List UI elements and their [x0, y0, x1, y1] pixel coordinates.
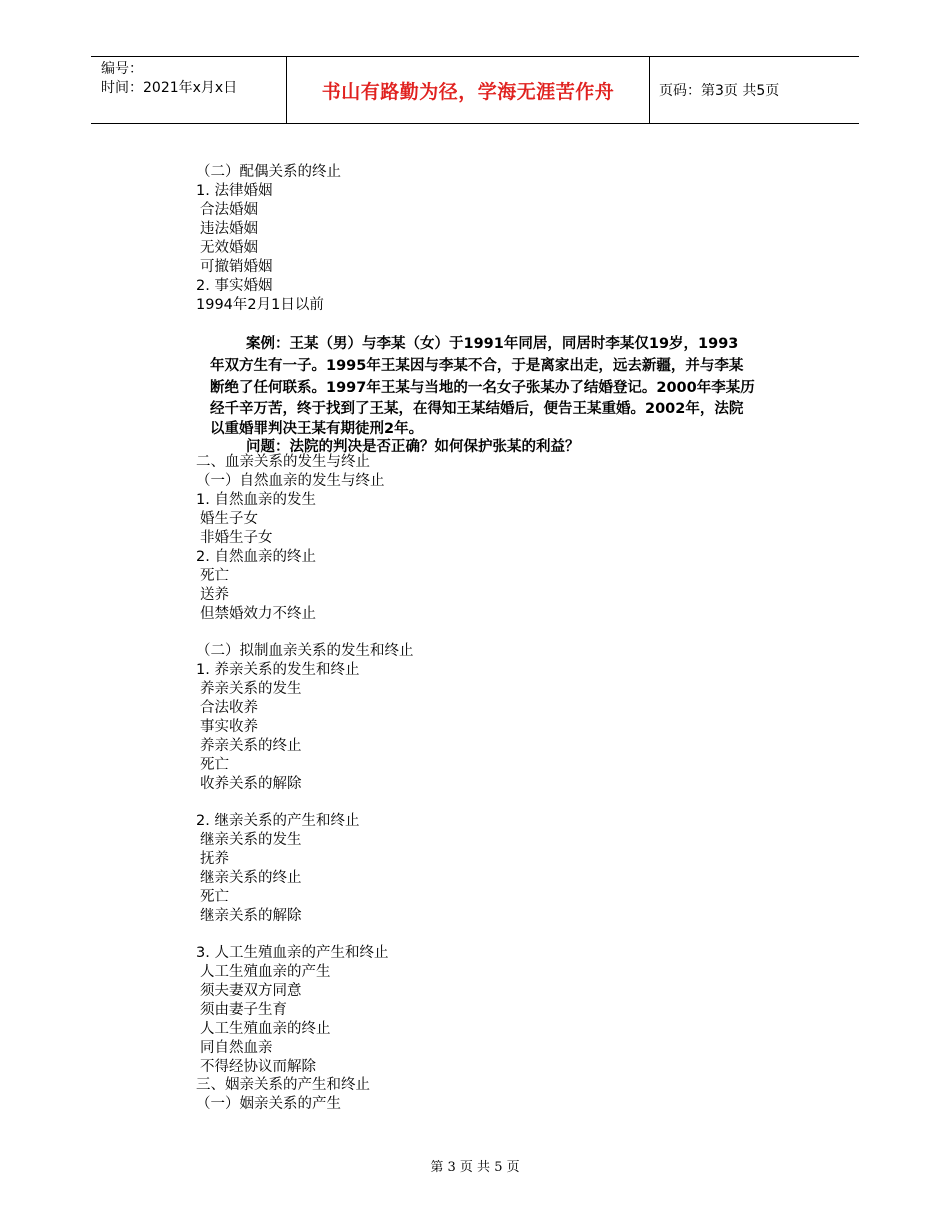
header-left-cell: [101, 60, 237, 98]
header-page-info: 页码：第3页 共5页: [659, 83, 780, 99]
header-divider: [649, 57, 650, 123]
case-line: 以重婚罪判决王某有期徒刑2年。: [210, 421, 424, 437]
doc-time-label: 时间：2021年x月x日: [101, 80, 238, 96]
list-heading: 1. 法律婚姻: [196, 183, 273, 199]
page-footer: 第 3 页 共 5 页: [430, 1160, 520, 1175]
list-item: 须夫妻双方同意: [200, 983, 302, 999]
list-item: 但禁婚效力不终止: [200, 606, 316, 622]
list-item: 无效婚姻: [200, 240, 258, 256]
list-item: 死亡: [200, 889, 229, 905]
subsection-heading: （二）拟制血亲关系的发生和终止: [196, 643, 414, 659]
list-item: 合法婚姻: [200, 202, 258, 218]
subsection-heading: （一）自然血亲的发生与终止: [196, 473, 385, 489]
section-heading: （二）配偶关系的终止: [196, 164, 341, 180]
list-item: 合法收养: [200, 700, 258, 716]
list-item: 继亲关系的解除: [200, 908, 302, 924]
list-item: 继亲关系的发生: [200, 832, 302, 848]
list-item: 人工生殖血亲的终止: [200, 1021, 331, 1037]
page-header: [91, 56, 859, 124]
case-line: 断绝了任何联系。1997年王某与当地的一名女子张某办了结婚登记。2000年李某历: [210, 380, 755, 396]
header-motto: 书山有路勤为径，学海无涯苦作舟: [321, 81, 615, 103]
list-heading: 1. 养亲关系的发生和终止: [196, 662, 360, 678]
section-heading: 二、血亲关系的发生与终止: [196, 454, 370, 470]
list-heading: 3. 人工生殖血亲的产生和终止: [196, 945, 389, 961]
list-item: 事实收养: [200, 719, 258, 735]
list-item: 同自然血亲: [200, 1040, 273, 1056]
subsection-heading: （一）姻亲关系的产生: [196, 1096, 341, 1112]
list-item: 人工生殖血亲的产生: [200, 964, 331, 980]
list-heading: 2. 自然血亲的终止: [196, 549, 316, 565]
doc-id-label: 编号：: [101, 61, 143, 77]
list-item: 抚养: [200, 851, 229, 867]
section-heading: 三、姻亲关系的产生和终止: [196, 1077, 370, 1093]
list-item: 违法婚姻: [200, 221, 258, 237]
list-heading: 2. 事实婚姻: [196, 278, 273, 294]
list-heading: 1. 自然血亲的发生: [196, 492, 316, 508]
case-line: 案例：王某（男）与李某（女）于1991年同居，同居时李某仅19岁，1993: [246, 336, 739, 352]
list-item: 养亲关系的终止: [200, 738, 302, 754]
list-item: 不得经协议而解除: [200, 1059, 316, 1075]
list-item: 死亡: [200, 568, 229, 584]
list-item: 须由妻子生育: [200, 1002, 287, 1018]
list-item: 婚生子女: [200, 511, 258, 527]
list-item: 养亲关系的发生: [200, 681, 302, 697]
list-item: 非婚生子女: [200, 530, 273, 546]
case-line: 年双方生有一子。1995年王某因与李某不合，于是离家出走，远去新疆，并与李某: [210, 358, 744, 374]
list-item: 收养关系的解除: [200, 776, 302, 792]
list-item: 送养: [200, 587, 229, 603]
list-item: 继亲关系的终止: [200, 870, 302, 886]
list-item: 1994年2月1日以前: [196, 297, 324, 313]
case-line: 经千辛万苦，终于找到了王某，在得知王某结婚后，便告王某重婚。2002年，法院: [210, 401, 744, 417]
case-question: 问题：法院的判决是否正确？如何保护张某的利益？: [246, 439, 580, 455]
list-item: 可撤销婚姻: [200, 259, 273, 275]
list-heading: 2. 继亲关系的产生和终止: [196, 813, 360, 829]
list-item: 死亡: [200, 757, 229, 773]
